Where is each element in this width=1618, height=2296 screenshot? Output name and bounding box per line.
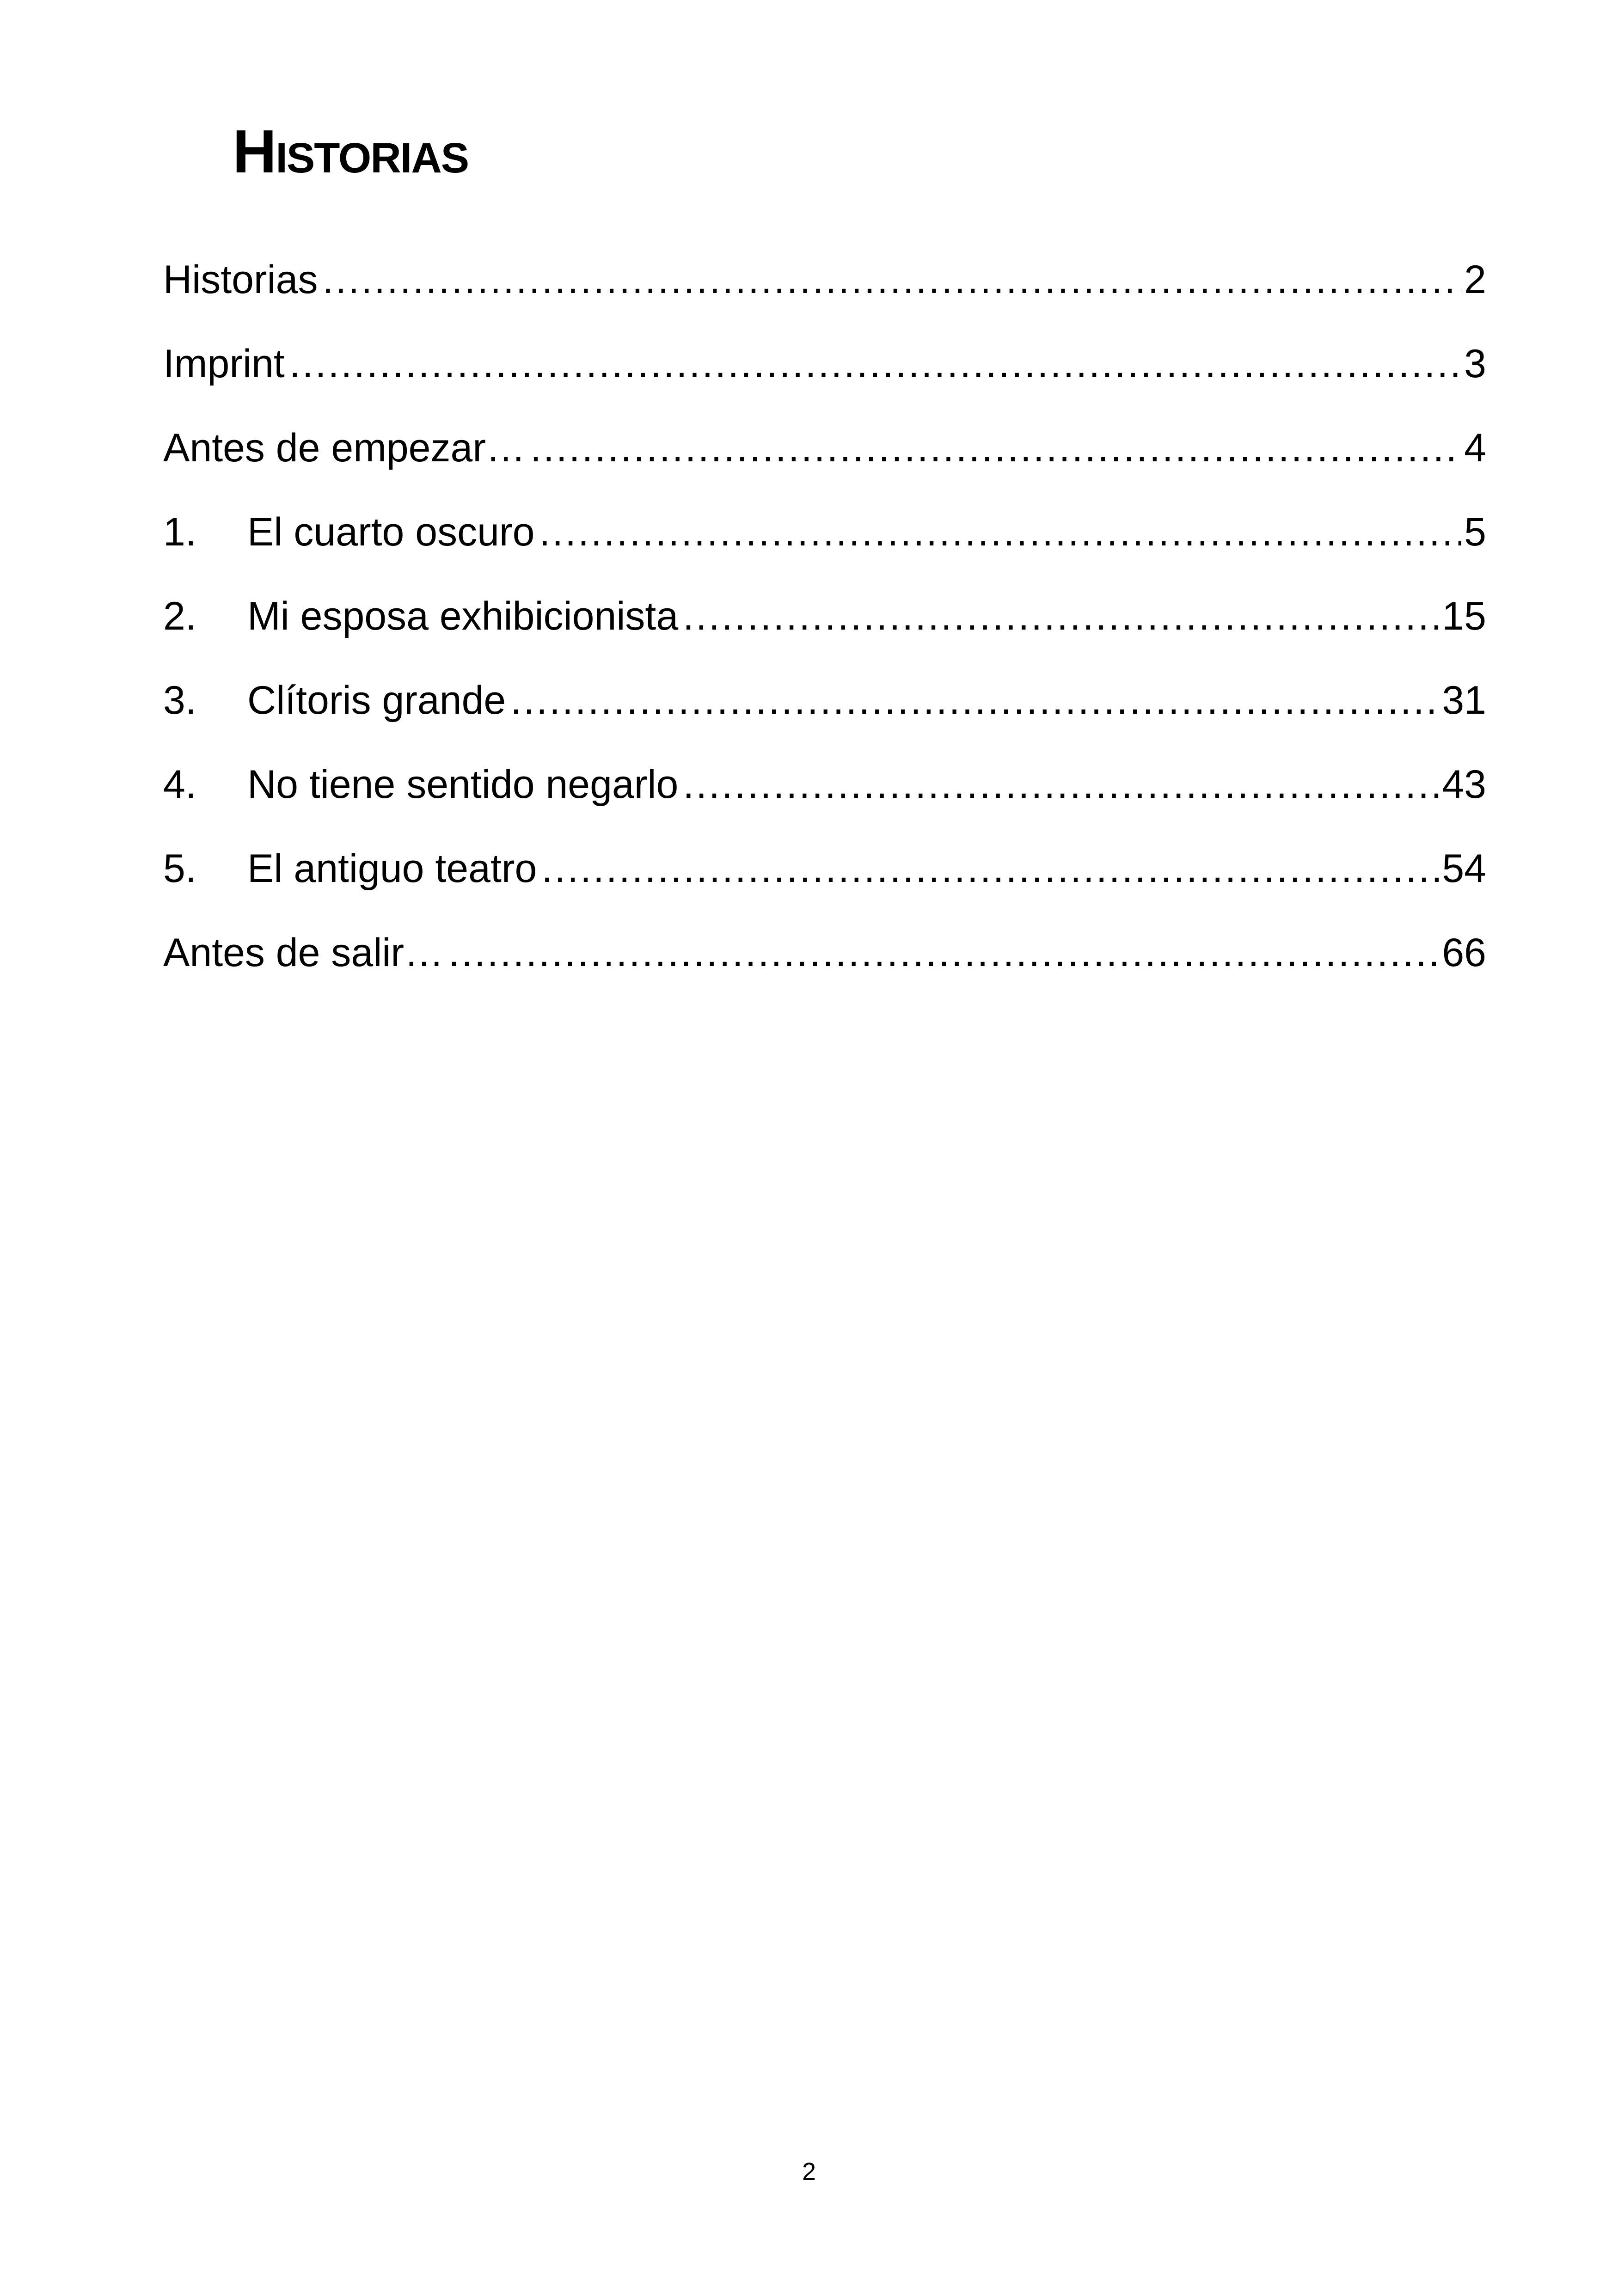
toc-dot-leader — [683, 588, 1439, 644]
toc-entry-antes-de-salir[interactable] — [163, 925, 1486, 980]
toc-entry-text: Clítoris grande — [247, 678, 506, 722]
toc-entry-chapter-2[interactable] — [163, 588, 1486, 644]
toc-entry-text: El antiguo teatro — [247, 846, 537, 891]
toc-dot-leader — [539, 504, 1461, 560]
toc-entry-text: Imprint — [163, 342, 285, 386]
toc-entry-page: 4 — [1464, 426, 1486, 470]
toc-entry-historias[interactable] — [163, 252, 1486, 307]
toc-entry-text: Antes de empezar… — [163, 426, 526, 470]
toc-dot-leader — [683, 757, 1439, 812]
toc-entry-chapter-3[interactable] — [163, 673, 1486, 728]
toc-entry-page: 2 — [1464, 257, 1486, 302]
toc-entry-text: El cuarto oscuro — [247, 510, 535, 554]
toc-dot-leader — [448, 925, 1439, 980]
toc-dot-leader — [530, 420, 1461, 476]
toc-entry-antes-de-empezar[interactable] — [163, 420, 1486, 476]
page-title: Historias — [233, 117, 469, 185]
toc-entry-text: No tiene sentido negarlo — [247, 762, 679, 807]
toc-entry-page: 3 — [1464, 342, 1486, 386]
toc-entry-text: Mi esposa exhibicionista — [247, 594, 679, 638]
toc-entry-chapter-4[interactable] — [163, 757, 1486, 812]
toc-entry-page: 54 — [1442, 846, 1486, 891]
toc-entry-page: 5 — [1464, 510, 1486, 554]
page-number: 2 — [802, 2158, 816, 2186]
toc-entry-number: 2. — [163, 594, 196, 638]
toc-entry-number: 5. — [163, 846, 196, 891]
toc-dot-leader — [510, 673, 1439, 728]
toc-entry-number: 1. — [163, 510, 196, 554]
toc-entry-imprint[interactable] — [163, 336, 1486, 392]
toc-entry-text: Historias — [163, 257, 318, 302]
toc-entry-chapter-5[interactable] — [163, 841, 1486, 896]
toc-entry-page: 66 — [1442, 931, 1486, 975]
toc-dot-leader — [323, 252, 1462, 307]
toc-dot-leader — [289, 336, 1461, 392]
toc-entry-chapter-1[interactable] — [163, 504, 1486, 560]
toc-entry-text: Antes de salir… — [163, 931, 444, 975]
toc-dot-leader — [541, 841, 1439, 896]
toc-entry-page: 31 — [1442, 678, 1486, 722]
toc-entry-number: 4. — [163, 762, 196, 807]
toc-entry-number: 3. — [163, 678, 196, 722]
toc-entry-page: 43 — [1442, 762, 1486, 807]
toc-entry-page: 15 — [1442, 594, 1486, 638]
